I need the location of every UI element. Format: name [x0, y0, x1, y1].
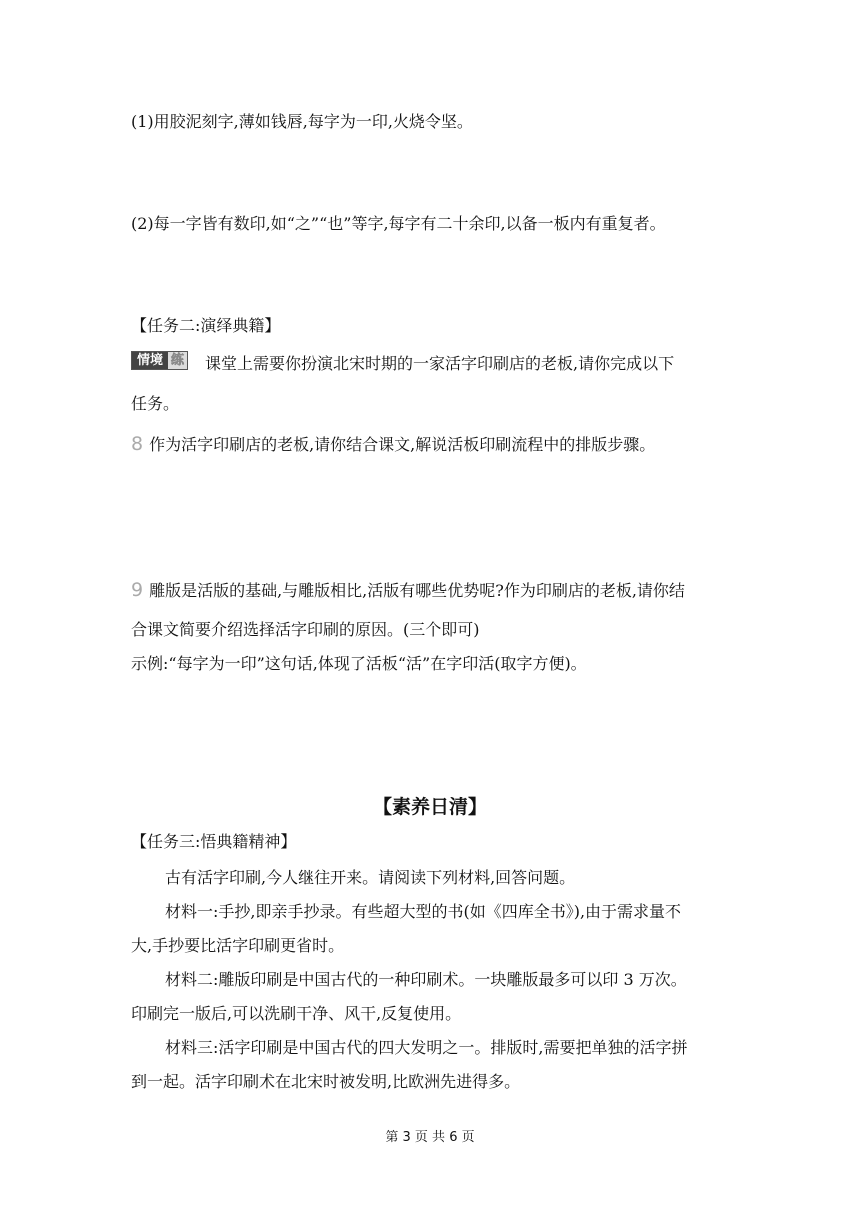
material-1-line-1: 材料一:手抄,即亲手抄录。有些超大型的书(如《四库全书》),由于需求量不	[165, 902, 682, 921]
material-2-line-1: 材料二:雕版印刷是中国古代的一种印刷术。一块雕版最多可以印 3 万次。	[165, 970, 687, 989]
material-1-line-2: 大,手抄要比活字印刷更省时。	[131, 936, 345, 955]
question-8-number: 8	[131, 433, 144, 455]
question-8-text: 作为活字印刷店的老板,请你结合课文,解说活板印刷流程中的排版步骤。	[149, 435, 656, 454]
question-9-text-line-1: 雕版是活版的基础,与雕版相比,活版有哪些优势呢?作为印刷店的老板,请你结	[149, 581, 685, 600]
question-9	[131, 580, 685, 601]
material-3-line-1: 材料三:活字印刷是中国古代的四大发明之一。排版时,需要把单独的活字拼	[165, 1038, 688, 1057]
scenario-line-2: 任务。	[131, 394, 180, 413]
question-9-number: 9	[131, 579, 144, 601]
question-9-text-line-2: 合课文简要介绍选择活字印刷的原因。(三个即可)	[131, 620, 480, 639]
task-3-title: 【任务三:悟典籍精神】	[131, 832, 297, 851]
badge-left: 情境	[132, 352, 168, 369]
item-1: (1)用胶泥刻字,薄如钱唇,每字为一印,火烧令坚。	[131, 112, 473, 131]
intro-paragraph: 古有活字印刷,今人继往开来。请阅读下列材料,回答问题。	[165, 868, 576, 887]
badge-right: 练	[168, 352, 187, 369]
question-8	[131, 434, 655, 455]
scenario-line-1: 课堂上需要你扮演北宋时期的一家活字印刷店的老板,请你完成以下	[205, 354, 675, 373]
material-2-line-2: 印刷完一版后,可以洗刷干净、风干,反复使用。	[131, 1004, 462, 1023]
task-2-title: 【任务二:演绎典籍】	[131, 316, 281, 335]
scenario-badge	[131, 351, 188, 370]
page-footer: 第 3 页 共 6 页	[385, 1130, 475, 1145]
section-title: 【素养日清】	[372, 796, 487, 818]
example: 示例:“每字为一印”这句话,体现了活板“活”在字印活(取字方便)。	[131, 654, 587, 673]
item-2: (2)每一字皆有数印,如“之”“也”等字,每字有二十余印,以备一板内有重复者。	[131, 214, 666, 233]
material-3-line-2: 到一起。活字印刷术在北宋时被发明,比欧洲先进得多。	[131, 1072, 521, 1091]
